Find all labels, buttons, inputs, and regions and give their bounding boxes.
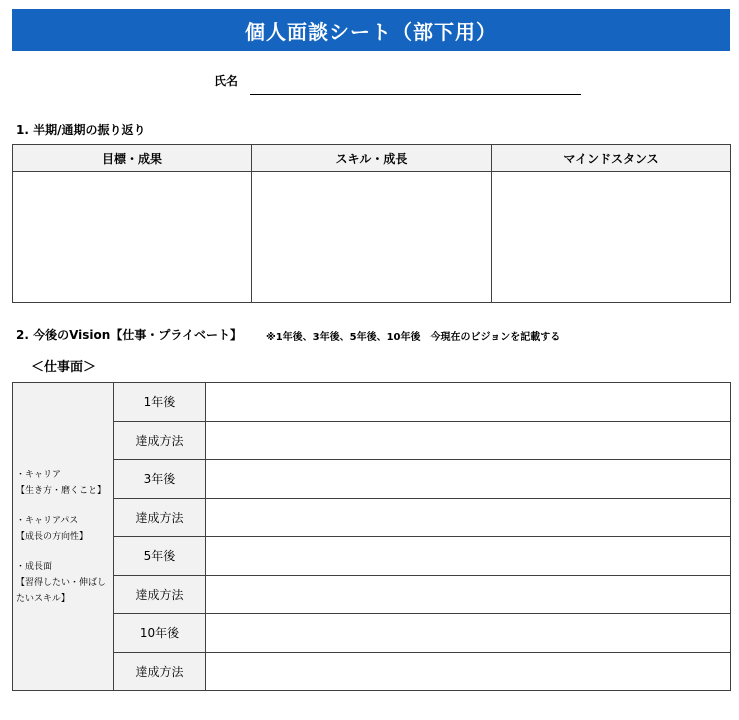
- vision-row: [13, 498, 731, 537]
- category-line: ・キャリアパス: [16, 515, 79, 526]
- vision-category-cell: [13, 383, 114, 691]
- section2-note: ※1年後、3年後、5年後、10年後 今現在のビジョンを記載する: [266, 332, 561, 343]
- vision-row: [13, 575, 731, 614]
- name-field[interactable]: [250, 94, 581, 95]
- category-line: 【生き方・磨くこと】: [16, 485, 107, 496]
- vision-answer-cell[interactable]: [206, 575, 731, 614]
- name-label: 氏名: [214, 74, 239, 88]
- vision-answer-cell[interactable]: [206, 498, 731, 537]
- category-line: ・キャリア: [16, 469, 62, 480]
- vision-row: [13, 537, 731, 576]
- category-line: 【習得したい・伸ばし: [16, 577, 107, 588]
- page-title: 個人面談シート（部下用）: [12, 9, 730, 51]
- review-skills-cell[interactable]: [252, 172, 492, 303]
- section1-heading: 1. 半期/通期の振り返り: [16, 123, 146, 137]
- review-table: [12, 144, 731, 303]
- vision-answer-cell[interactable]: [206, 460, 731, 499]
- category-spacer: [16, 545, 113, 559]
- vision-answer-cell[interactable]: [206, 614, 731, 653]
- vision-row-label: 5年後: [114, 537, 206, 576]
- vision-answer-cell[interactable]: [206, 421, 731, 460]
- review-body-row: [13, 172, 731, 303]
- review-col-goals-header: 目標・成果: [13, 145, 252, 172]
- vision-answer-cell[interactable]: [206, 537, 731, 576]
- section2-heading: 2. 今後のVision【仕事・プライベート】: [16, 328, 242, 342]
- category-spacer: [16, 499, 113, 513]
- review-goals-cell[interactable]: [13, 172, 252, 303]
- review-col-skills-header: スキル・成長: [252, 145, 492, 172]
- vision-row: [13, 383, 731, 422]
- review-col-mindset-header: マインドスタンス: [492, 145, 731, 172]
- vision-row-label: 達成方法: [114, 498, 206, 537]
- category-line: ・成長面: [16, 561, 53, 572]
- vision-row: [13, 460, 731, 499]
- work-subheading: ＜仕事面＞: [31, 360, 97, 375]
- vision-table: [12, 382, 731, 691]
- vision-row-label: 1年後: [114, 383, 206, 422]
- vision-row-label: 達成方法: [114, 421, 206, 460]
- vision-answer-cell[interactable]: [206, 652, 731, 691]
- vision-row-label: 達成方法: [114, 652, 206, 691]
- category-line: 【成長の方向性】: [16, 531, 89, 542]
- category-line: たいスキル】: [16, 593, 70, 604]
- vision-row-label: 達成方法: [114, 575, 206, 614]
- vision-answer-cell[interactable]: [206, 383, 731, 422]
- review-header-row: [13, 145, 731, 172]
- vision-row-label: 3年後: [114, 460, 206, 499]
- review-mindset-cell[interactable]: [492, 172, 731, 303]
- vision-row-label: 10年後: [114, 614, 206, 653]
- vision-row: [13, 421, 731, 460]
- vision-row: [13, 614, 731, 653]
- vision-row: [13, 652, 731, 691]
